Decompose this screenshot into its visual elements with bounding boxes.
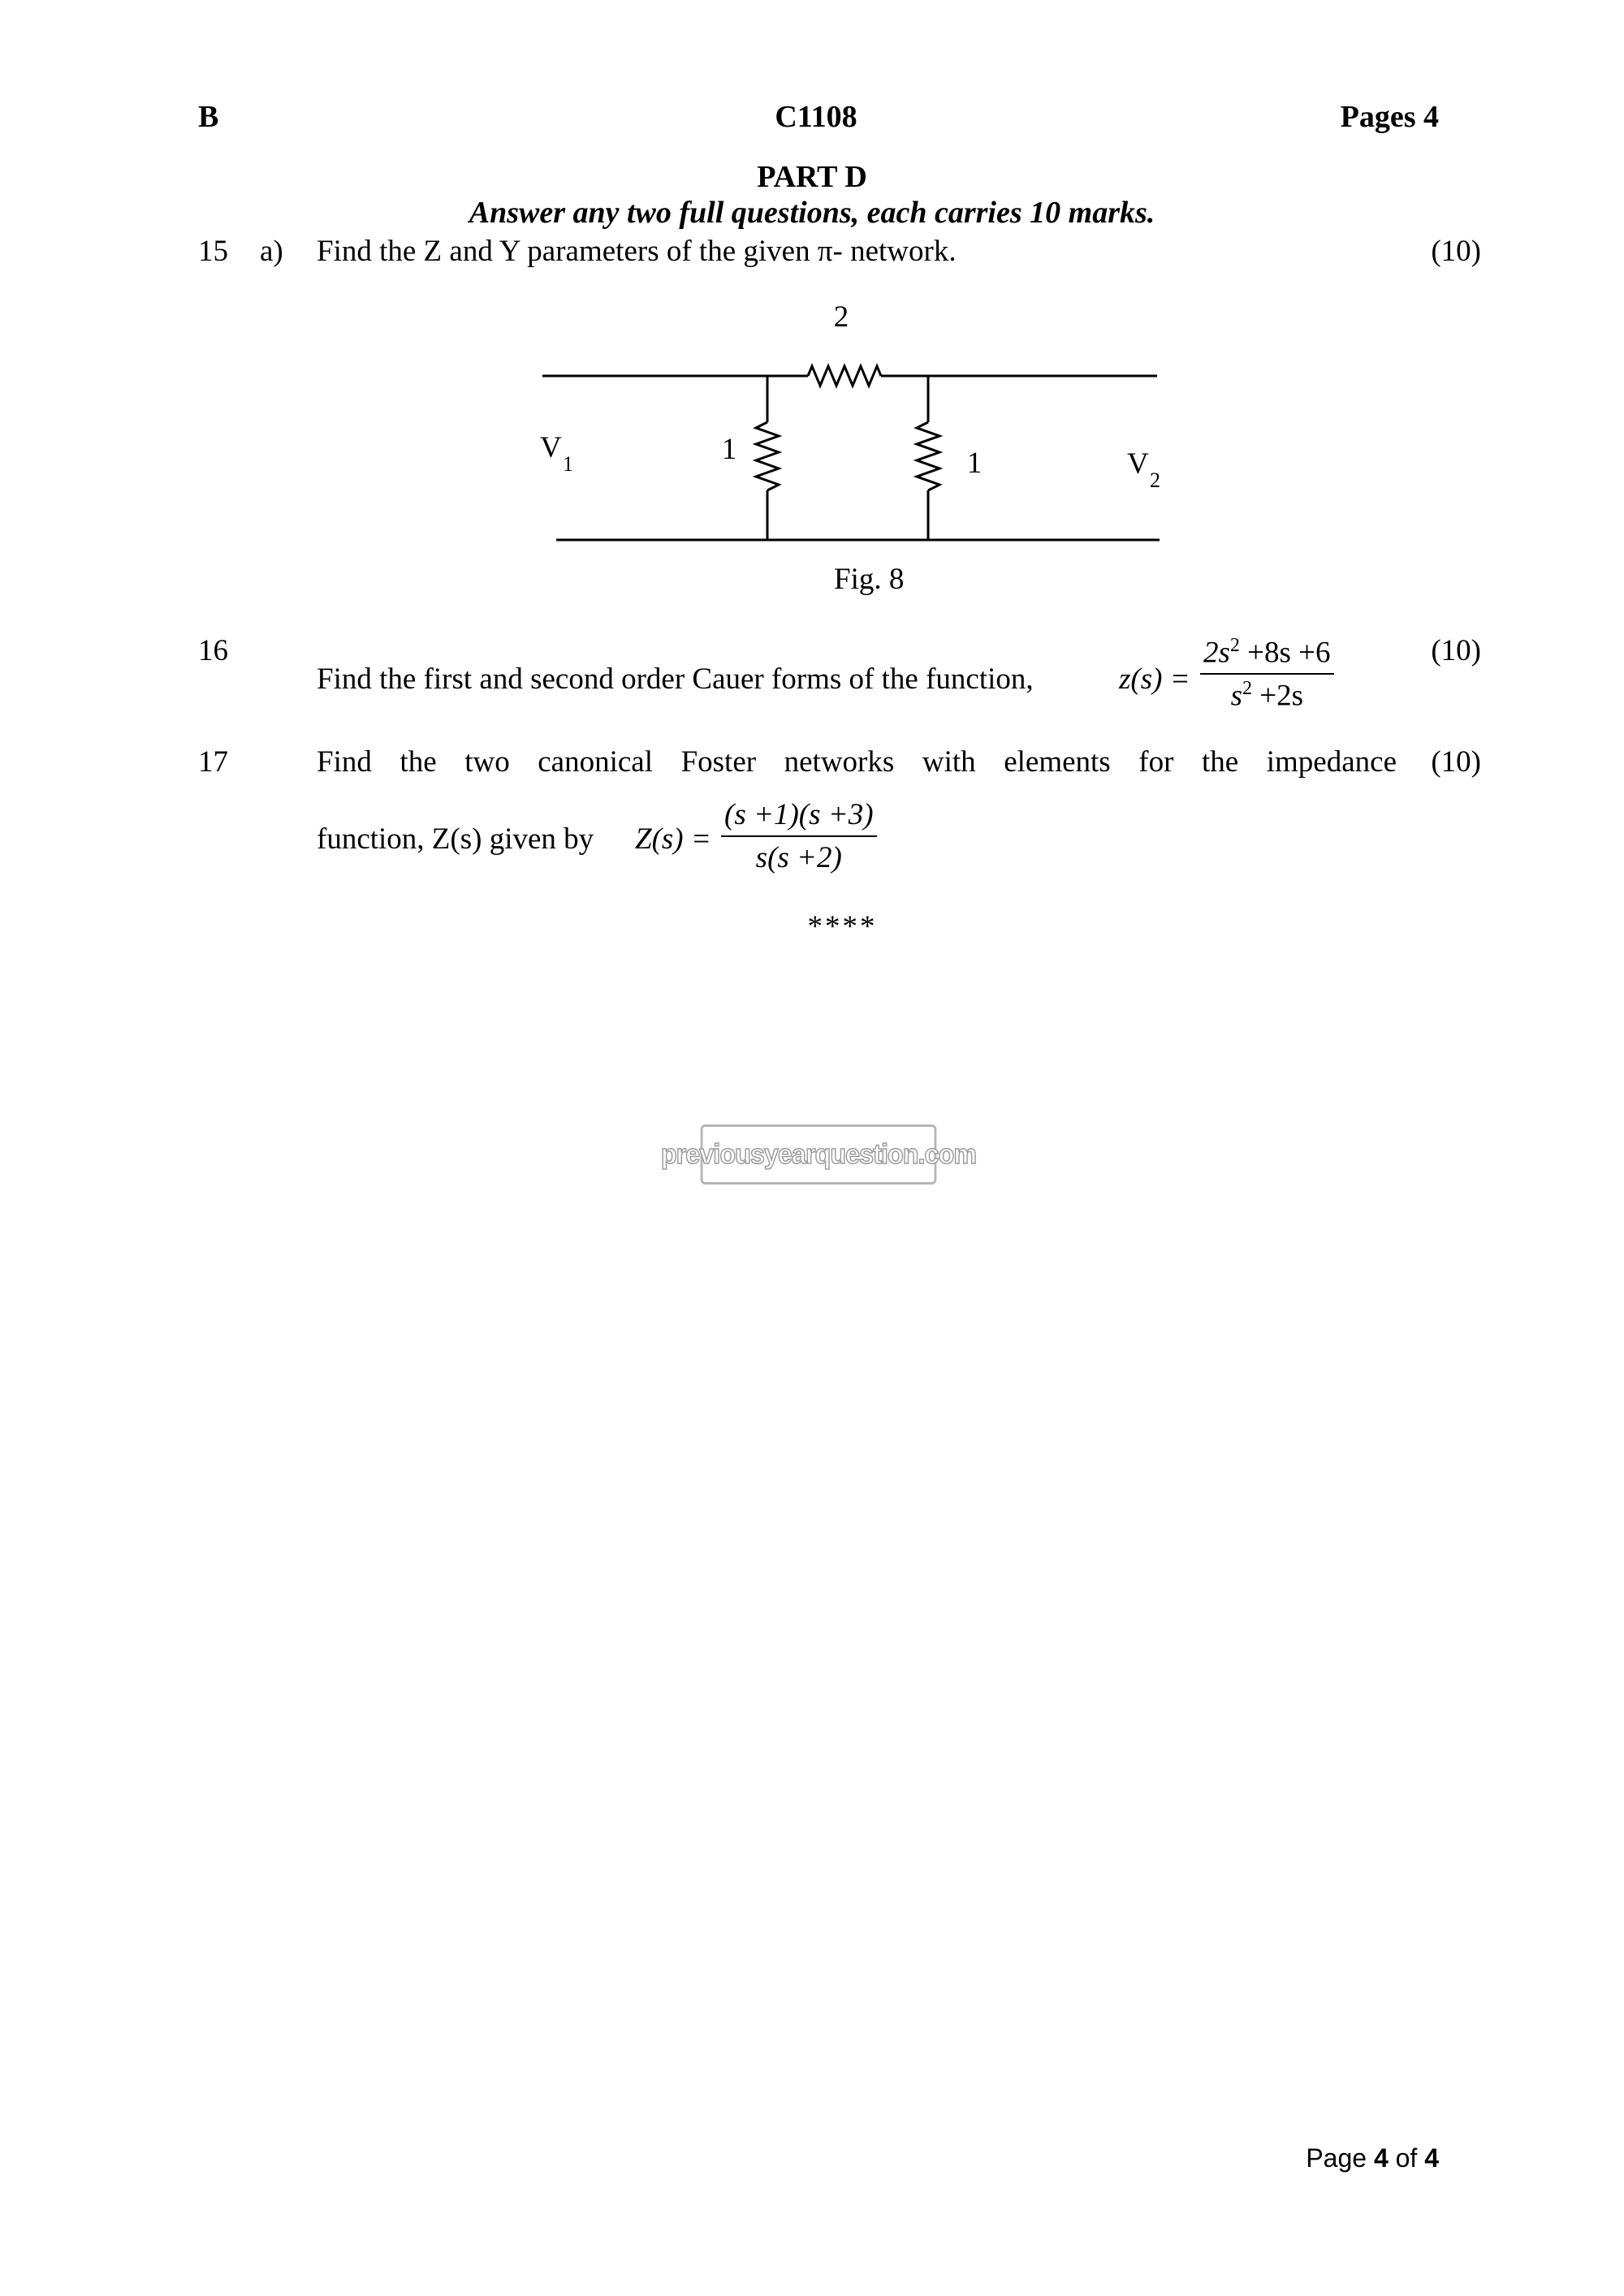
left-shunt-label: 1: [721, 433, 737, 466]
q16-den-rest: +2s: [1251, 679, 1303, 713]
question-number-16: 16: [198, 634, 228, 667]
v1-subscript: 1: [563, 452, 573, 476]
question-16-text: Find the first and second order Cauer forms of the function,: [317, 662, 1034, 696]
header-page-count: Pages 4: [1340, 100, 1439, 134]
question-17-line1: Find the two canonical Foster networks with elements for the impedance: [317, 745, 1397, 779]
end-of-paper-mark: ****: [807, 910, 878, 943]
question-number-15: 15: [198, 235, 228, 268]
question-15-text: Find the Z and Y parameters of the given π- network.: [317, 235, 957, 268]
q16-num-a: 2s: [1203, 636, 1230, 670]
pi-network-circuit: [0, 0, 1624, 617]
series-resistor-label: 2: [833, 300, 849, 334]
question-17-fraction: [721, 797, 877, 875]
v2-label: V: [1127, 447, 1149, 481]
watermark-logo: previousyearquestion.com: [701, 1124, 937, 1185]
footer-prefix: Page: [1306, 2143, 1374, 2173]
question-16-marks: (10): [1431, 634, 1481, 667]
question-number-17: 17: [198, 745, 228, 779]
question-15-subpart: a): [260, 235, 283, 268]
question-15-marks: (10): [1431, 235, 1481, 268]
q17-denominator: s(s +2): [755, 841, 842, 874]
q16-num-exp: 2: [1229, 635, 1240, 656]
footer-total-pages: 4: [1424, 2143, 1439, 2173]
part-title: PART D: [757, 160, 867, 194]
footer-of: of: [1388, 2143, 1425, 2173]
page-footer: [1306, 2143, 1439, 2173]
series-resistor: [808, 366, 881, 386]
question-16-fraction: [1200, 635, 1334, 714]
q17-numerator: (s +1)(s +3): [724, 798, 874, 831]
question-17-lhs: Z(s) =: [635, 822, 711, 856]
question-16-lhs: z(s) =: [1119, 662, 1190, 696]
header-series-code: B: [198, 100, 219, 134]
question-17-marks: (10): [1431, 745, 1481, 779]
right-shunt-label: 1: [966, 447, 983, 480]
v1-label: V: [540, 431, 562, 464]
q16-num-rest: +8s +6: [1239, 636, 1331, 670]
q16-den-a: s: [1230, 679, 1242, 713]
question-17-line2: function, Z(s) given by: [317, 822, 594, 856]
header-paper-code: C1108: [775, 100, 857, 134]
right-shunt-resistor: [917, 422, 939, 490]
q16-den-exp: 2: [1242, 678, 1252, 700]
left-shunt-resistor: [756, 422, 779, 490]
footer-current-page: 4: [1373, 2143, 1389, 2173]
figure-caption: Fig. 8: [834, 563, 905, 596]
part-instruction: Answer any two full questions, each carries 10 marks.: [469, 196, 1155, 230]
v2-subscript: 2: [1150, 468, 1160, 492]
